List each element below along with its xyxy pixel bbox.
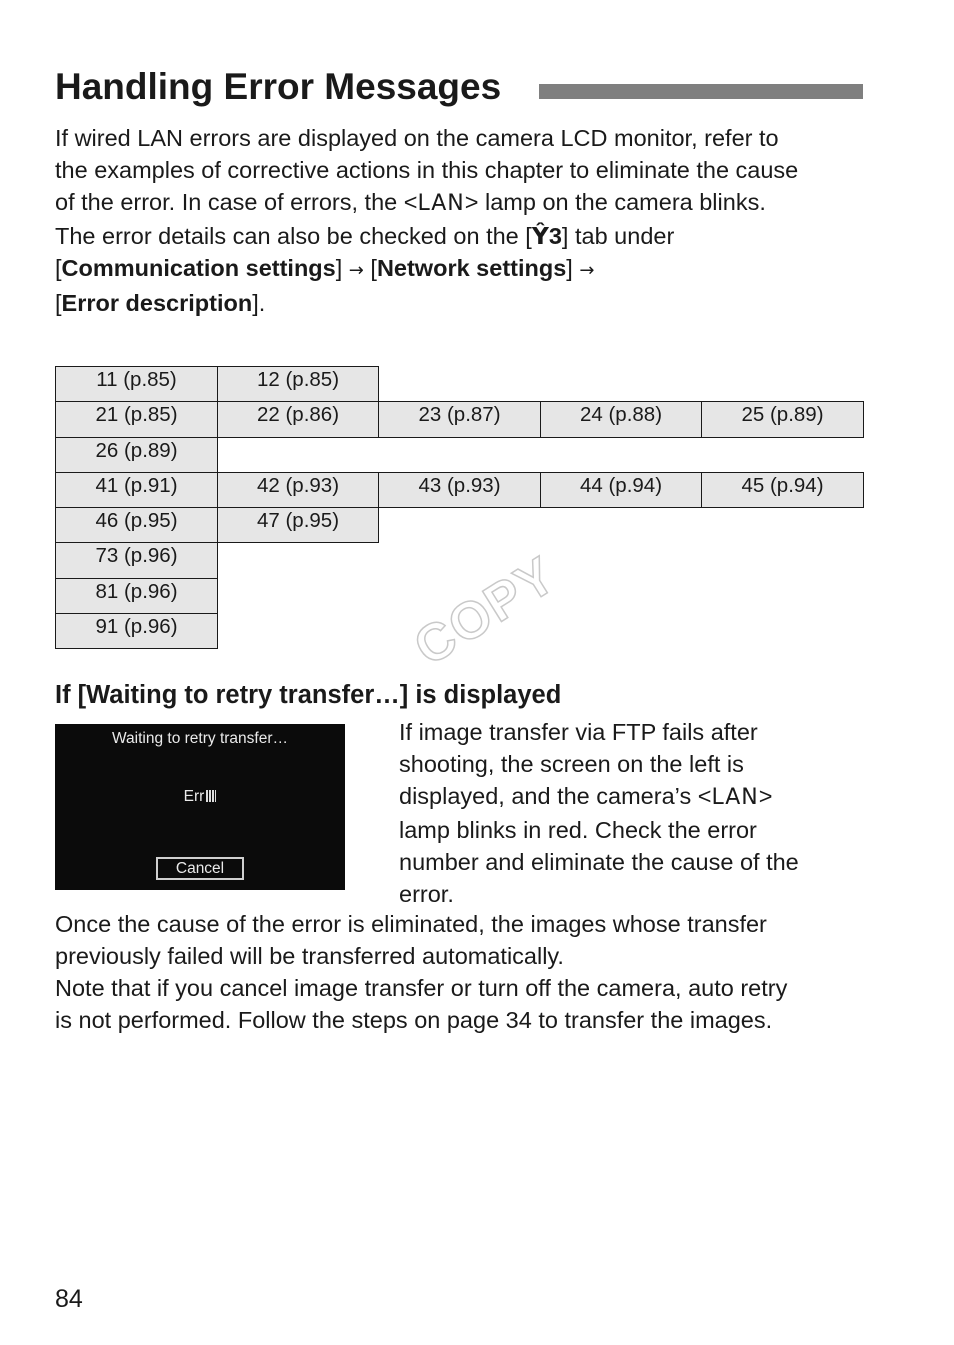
menu-communication-settings: Communication settings — [61, 255, 336, 281]
side-line-1: If image transfer via FTP fails after — [399, 719, 758, 745]
title-decor-bar — [539, 84, 863, 99]
intro-line-2: the examples of corrective actions in this chapter to eliminate the cause — [55, 157, 799, 183]
side-line-4: lamp blinks in red. Check the error — [399, 817, 757, 843]
error-code-cell: 43 (p.93) — [378, 472, 541, 508]
intro-line-1: If wired LAN errors are displayed on the camera LCD monitor, refer to — [55, 125, 779, 151]
intro-line-3b: > lamp on the camera blinks. — [464, 189, 766, 215]
menu-error-description: Error description — [61, 290, 253, 316]
title-row — [55, 64, 863, 114]
menu-network-settings: Network settings — [376, 255, 567, 281]
error-code-cell: 26 (p.89) — [55, 437, 218, 473]
retry-note — [55, 908, 875, 1036]
error-code-cell: 91 (p.96) — [55, 613, 218, 649]
error-code-cell: 21 (p.85) — [55, 401, 218, 438]
error-code-cell: 22 (p.86) — [217, 401, 379, 438]
arrow-right-icon: → — [348, 260, 364, 281]
error-code-cell: 44 (p.94) — [540, 472, 702, 508]
error-code-cell: 23 (p.87) — [378, 401, 541, 438]
error-code-cell: 42 (p.93) — [217, 472, 379, 508]
after-line-2: previously failed will be transferred automatically. — [55, 943, 564, 969]
page-title: Handling Error Messages — [55, 66, 502, 107]
setup-tab-number: 3 — [548, 223, 562, 249]
side-line-3a: displayed, and the camera’s < — [399, 783, 712, 809]
intro-paragraph: If wired LAN errors are displayed on the camera LCD monitor, refer to the examples of corrective actions in this chapter to eliminate the cause of the error. In case of errors, the <LAN> lamp on the camera blinks. The error details can also be checked on the [Ŷ3] tab under [Communication settings] → [Network settings] → [Error description]. — [55, 125, 799, 316]
copy-watermark: COPY — [404, 545, 568, 678]
intro-line-4b: ] tab under — [561, 223, 675, 249]
lcd-description — [399, 716, 859, 910]
error-code-cell: 25 (p.89) — [701, 401, 864, 438]
lcd-screen-image — [55, 724, 345, 890]
lan-lamp-icon: LAN — [417, 191, 465, 216]
lcd-error-code — [55, 787, 345, 807]
lan-lamp-icon: LAN — [711, 785, 759, 810]
side-line-6: error. — [399, 881, 454, 907]
intro-line-3a: of the error. In case of errors, the < — [55, 189, 418, 215]
page-number: 84 — [55, 1285, 83, 1313]
error-code-cell: 41 (p.91) — [55, 472, 218, 508]
lcd-message: Waiting to retry transfer… — [111, 730, 288, 747]
lcd-cancel-button: Cancel — [156, 857, 244, 880]
masked-digits-icon — [206, 790, 216, 802]
after-line-3: Note that if you cancel image transfer or turn off the camera, auto retry — [55, 975, 788, 1001]
error-code-cell: 24 (p.88) — [540, 401, 702, 438]
side-line-3b: > — [758, 783, 773, 809]
setup-tab-icon: Ŷ — [531, 222, 549, 250]
error-code-cell: 12 (p.85) — [217, 366, 379, 402]
error-code-cell: 46 (p.95) — [55, 507, 218, 543]
error-code-cell: 45 (p.94) — [701, 472, 864, 508]
after-line-1: Once the cause of the error is eliminated, the images whose transfer — [55, 911, 767, 937]
intro-line-4a: The error details can also be checked on the [ — [55, 223, 532, 249]
after-line-4: is not performed. Follow the steps on page 34 to transfer the images. — [55, 1007, 773, 1033]
side-line-5: number and eliminate the cause of the — [399, 849, 799, 875]
section-heading: If [Waiting to retry transfer…] is displayed — [55, 681, 562, 709]
error-code-cell: 81 (p.96) — [55, 578, 218, 614]
side-line-2: shooting, the screen on the left is — [399, 751, 744, 777]
error-code-cell: 73 (p.96) — [55, 542, 218, 579]
arrow-right-icon: → — [579, 260, 595, 281]
error-code-cell: 47 (p.95) — [217, 507, 379, 543]
lcd-error-label: Err — [183, 788, 205, 805]
error-code-cell: 11 (p.85) — [55, 366, 218, 402]
